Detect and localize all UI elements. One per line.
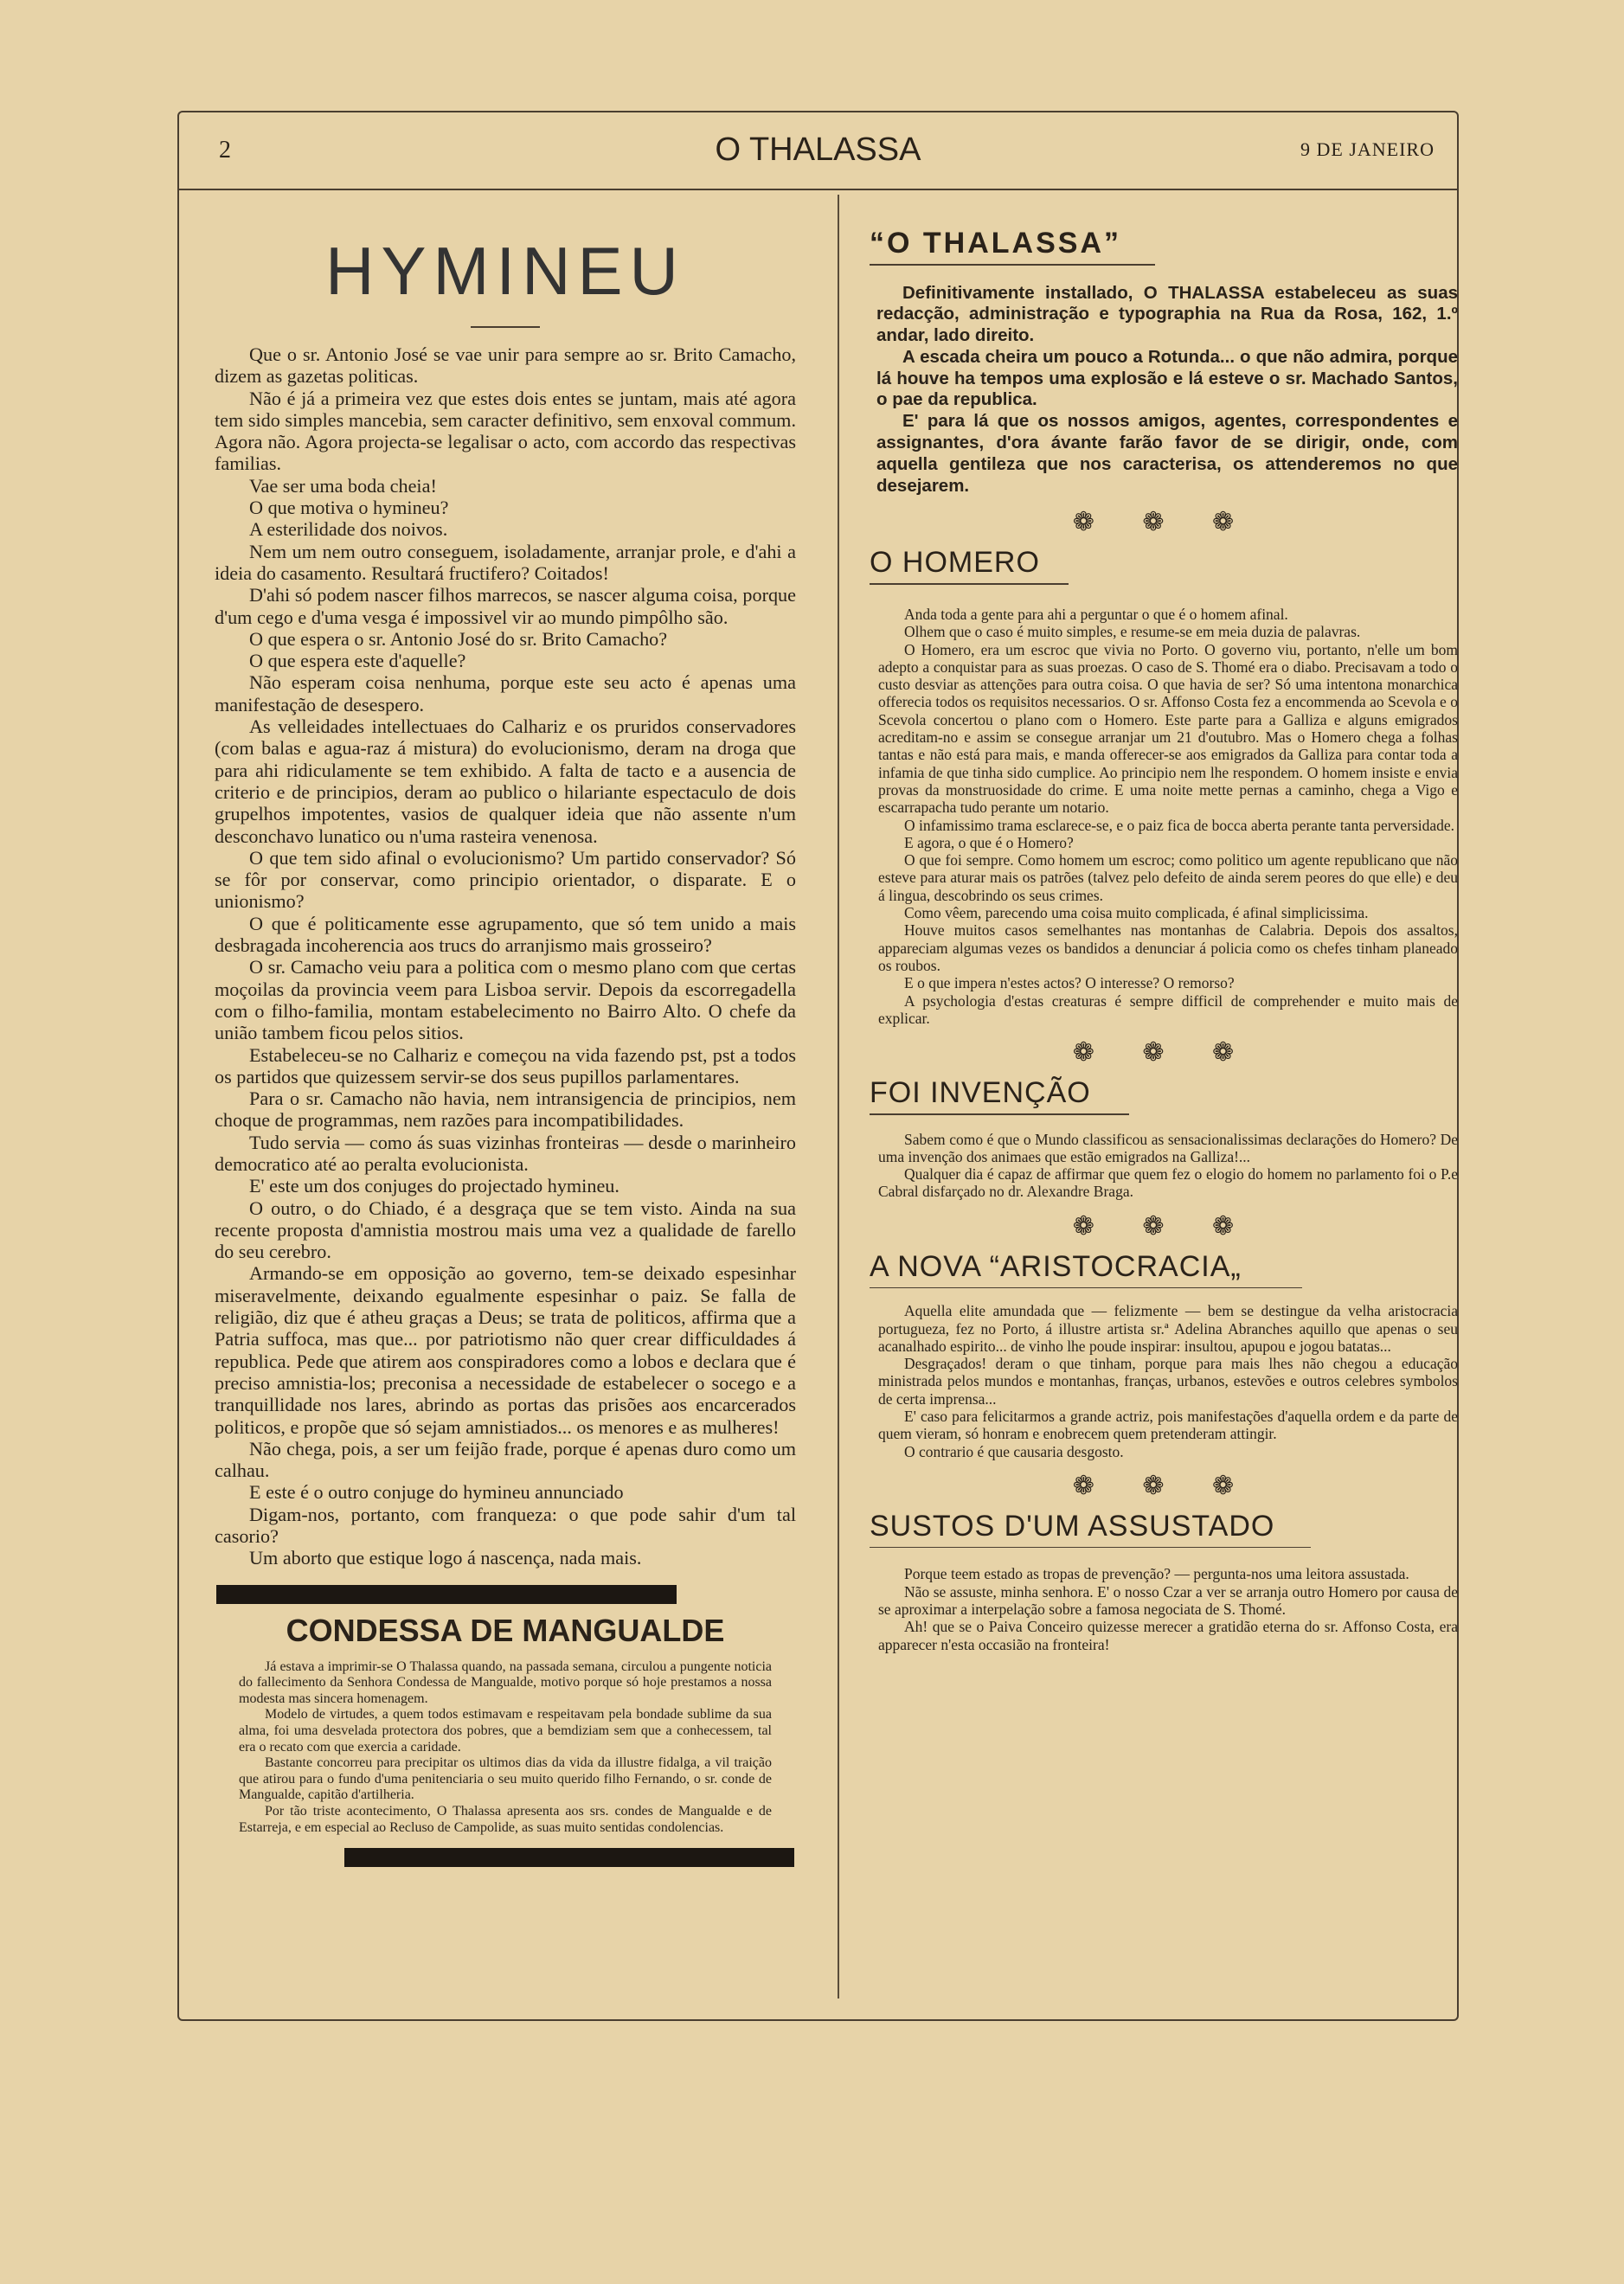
article-paragraph: E' este um dos conjuges do projectado hymineu. bbox=[249, 1175, 619, 1197]
sustos-article bbox=[870, 1565, 1458, 1652]
section-rule bbox=[870, 1287, 1302, 1289]
article-paragraph: E o que impera n'estes actos? O interesse? O remorso? bbox=[904, 974, 1235, 992]
page-number: 2 bbox=[219, 137, 231, 164]
article-paragraph: O Homero, era um escroc que vivia no Porto. O governo viu, portanto, n'elle um bom adepto a conquistar para as suas proezas. O caso de S. Thomé era o diabo. Precisavam a todo o custo desviar as attenções para outra coisa. O que havia de ser? Só uma intentona monarchica offerecia todos os requisitos necessarios. O sr. Affonso Costa fez a encommenda ao Scevola e o Scevola concertou o plano com o Homero. Este parte para a Galliza e alguns emigrados acreditam-no e assim se consegue arranjar um 21 d'outubro. Mas o Homero chega a folhas tantas e não está para mais, e manda offerecer-se aos emigrados da Galliza para contar toda a infamia de que tinha sido cumplice. Ao principio nem lhe respondem. O homem insiste e envia provas da monstruosidade do crime. E uma noite mette pernas a caminho, chega a Vigo e escarrapacha tudo perante um notario. bbox=[878, 640, 1458, 817]
invencao-article bbox=[870, 1131, 1458, 1201]
article-paragraph: Sabem como é que o Mundo classificou as sensacionalissimas declarações do Homero? De uma invenção dos animaes que estão emigrados na Galliza!... bbox=[878, 1130, 1458, 1165]
article-paragraph: Nem um nem outro conseguem, isoladamente, arranjar prole, e d'ahi a ideia do casamento. Resultará fructifero? Coitados! bbox=[215, 540, 796, 584]
article-paragraph: Bastante concorreu para precipitar os ultimos dias da vida da illustre fidalga, a vil traição que atirou para o fundo d'uma penitenciaria o seu muito querido filho Fernando, o sr. conde de Mangualde, capitão d'artilheria. bbox=[239, 1755, 772, 1803]
section-rule bbox=[870, 1547, 1311, 1549]
article-paragraph: Vae ser uma boda cheia! bbox=[249, 474, 437, 497]
article-paragraph: E agora, o que é o Homero? bbox=[904, 833, 1074, 851]
ornament-divider: ❁ ❁ ❁ bbox=[1072, 1471, 1255, 1500]
article-paragraph: Não é já a primeira vez que estes dois entes se juntam, mais até agora tem sido simples mancebia, sem caracter definitivo, sem enxoval commum. Agora não. Agora projecta-se legalisar o acto, com accordo das respectivas familias. bbox=[215, 387, 796, 475]
page-header bbox=[177, 130, 1459, 190]
article-paragraph: O que é politicamente esse agrupamento, que só tem unido a mais desbragada incoherencia aos trucs do arranjismo mais grosseiro? bbox=[215, 912, 796, 957]
article-paragraph: O sr. Camacho veiu para a politica com o mesmo plano com que certas moçoilas da provincia veem para Lisboa servir. Depois da escorregadella com o filho-familia, montam estabelecimento no Bairro Alto. O chefe da união tambem ficou pelos sitios. bbox=[215, 956, 796, 1044]
article-paragraph: O que foi sempre. Como homem um escroc; como politico um agente republicano que não esteve para aturar mais os patrões (talvez pelo defeito de ainda serem peores do que elle) e deu á lingua, descobrindo os seus crimes. bbox=[878, 851, 1458, 904]
article-paragraph: Já estava a imprimir-se O Thalassa quando, na passada semana, circulou a pungente noticia do fallecimento da Senhora Condessa de Mangualde, motivo porque só hoje prestamos a nossa modesta mas sincera homenagem. bbox=[239, 1658, 772, 1706]
article-paragraph: Qualquer dia é capaz de affirmar que quem fez o elogio do homem no parlamento foi o P.e Cabral disfarçado no dr. Alexandre Braga. bbox=[878, 1165, 1458, 1201]
section-rule bbox=[870, 264, 1155, 266]
article-paragraph: Olhem que o caso é muito simples, e resume-se em meia duzia de palavras. bbox=[904, 623, 1361, 641]
hymineu-article bbox=[215, 343, 796, 1569]
article-paragraph: Armando-se em opposição ao governo, tem-se deixado espesinhar miseravelmente, deixando egualmente espesinhar o paiz. Se falla de religião, diz que é atheu graças a Deus; se trata de politicos, affirma que a Patria suffoca, mas que... por patriotismo não quer crear difficuldades á republica. Pede que atirem aos conspiradores como a lobos e declara que é preciso amnistia-los; preconisa a necessidade de estabelecer o socego e a tranquillidade nos lares, abrindo as portas das prisões aos encarcerados politicos, e propõe que só sejam amnistiados... os menores e as mulheres! bbox=[215, 1262, 796, 1438]
article-paragraph: Um aborto que estique logo á nascença, nada mais. bbox=[249, 1547, 642, 1569]
condessa-article bbox=[215, 1659, 796, 1837]
issue-date: 9 DE JANEIRO bbox=[1300, 138, 1435, 160]
article-paragraph: Desgraçados! deram o que tinham, porque para mais lhes não chegou a educação ministrada pelos mundos e montanhas, franças, urbanos, estevões e outros celebres symbolos de certa imprensa... bbox=[878, 1355, 1458, 1408]
article-paragraph: Que o sr. Antonio José se vae unir para sempre ao sr. Brito Camacho, dizem as gazetas politicas. bbox=[215, 343, 796, 388]
article-paragraph: Definitivamente installado, O THALASSA estabeleceu as suas redacção, administração e typographia na Rua da Rosa, 162, 1.º andar, lado direito. bbox=[876, 282, 1458, 346]
article-paragraph: O infamissimo trama esclarece-se, e o paiz fica de bocca aberta perante tanta perversidade. bbox=[904, 816, 1454, 834]
article-paragraph: Anda toda a gente para ahi a perguntar o que é o homem afinal. bbox=[904, 605, 1288, 623]
ornament-divider: ❁ ❁ ❁ bbox=[1072, 1211, 1255, 1241]
article-paragraph: A escada cheira um pouco a Rotunda... o que não admira, porque lá houve ha tempos uma explosão e lá esteve o sr. Machado Santos, o pae da republica. bbox=[876, 346, 1458, 410]
thalassa-notice bbox=[870, 227, 1458, 497]
thalassa-text bbox=[870, 283, 1458, 497]
invencao-title: FOI INVENÇÃO bbox=[870, 1076, 1091, 1110]
thalassa-title: “O THALASSA” bbox=[870, 227, 1121, 260]
article-paragraph: Não chega, pois, a ser um feijão frade, porque é apenas duro como um calhau. bbox=[215, 1437, 796, 1482]
article-paragraph: E' caso para felicitarmos a grande actriz, pois manifestações d'aquella ordem e da parte de quem vieram, só honram e enobrecem quem pretenderam attingir. bbox=[878, 1408, 1458, 1443]
article-paragraph: Porque teem estado as tropas de prevenção? — pergunta-nos uma leitora assustada. bbox=[904, 1565, 1409, 1583]
column-divider bbox=[838, 195, 839, 1998]
left-column bbox=[215, 208, 796, 1867]
article-paragraph: Estabeleceu-se no Calhariz e começou na vida fazendo pst, pst a todos os partidos que quizessem servir-se dos seus pupillos parlamentares. bbox=[215, 1043, 796, 1087]
article-paragraph: Não se assuste, minha senhora. E' o nosso Czar a ver se arranja outro Homero por causa de se aproximar a interpelação sobre a famosa negociata de S. Thomé. bbox=[878, 1582, 1458, 1619]
article-paragraph: D'ahi só podem nascer filhos marrecos, se nascer alguma coisa, porque d'um cego e d'uma vesga é impossivel vir ao mundo pimpôlho são. bbox=[215, 584, 796, 628]
article-paragraph: E este é o outro conjuge do hymineu annunciado bbox=[249, 1481, 624, 1504]
article-paragraph: O contrario é que causaria desgosto. bbox=[904, 1442, 1124, 1460]
article-paragraph: Modelo de virtudes, a quem todos estimavam e respeitavam pela bondade sublime da sua alma, foi uma desvelada protectora dos pobres, que a bemdiziam sem que a conhecessem, tal era o recato com que exercia a caridade. bbox=[239, 1707, 772, 1755]
ornament-divider: ❁ ❁ ❁ bbox=[1072, 1038, 1255, 1068]
article-paragraph: A psychologia d'estas creaturas é sempre difficil de comprehender e muito mais de explicar. bbox=[878, 991, 1458, 1027]
article-paragraph: O que espera o sr. Antonio José do sr. Brito Camacho? bbox=[249, 627, 668, 650]
black-rule-top bbox=[216, 1585, 677, 1604]
aristocracia-article bbox=[870, 1302, 1458, 1460]
right-column bbox=[870, 208, 1458, 1653]
article-paragraph: Aquella elite amundada que — felizmente — bem se destingue da velha aristocracia portugueza, fez no Porto, á illustre artista sr.ª Adelina Abranches aquillo que apenas o seu acanalhado espirito... de vinho lhe poude inspirar: insultou, apupou e jogou batatas... bbox=[878, 1302, 1458, 1355]
black-rule-bottom bbox=[344, 1848, 794, 1867]
aristocracia-title: A NOVA “ARISTOCRACIA„ bbox=[870, 1249, 1242, 1283]
article-paragraph: A esterilidade dos noivos. bbox=[249, 518, 448, 541]
title-rule bbox=[471, 326, 540, 328]
article-paragraph: Não esperam coisa nenhuma, porque este seu acto é apenas uma manifestação de desespero. bbox=[215, 671, 796, 715]
article-paragraph: Por tão triste acontecimento, O Thalassa apresenta aos srs. condes de Mangualde e de Estarreja, e em especial ao Recluso de Campolide, as suas muito sentidas condolencias. bbox=[239, 1803, 772, 1835]
article-paragraph: E' para lá que os nossos amigos, agentes, correspondentes e assignantes, d'ora ávante farão favor de se dirigir, onde, com aquella gentileza que nos caracterisa, os attenderemos no que desejarem. bbox=[876, 411, 1458, 496]
article-paragraph: Como vêem, parecendo uma coisa muito complicada, é afinal simplicissima. bbox=[904, 904, 1369, 922]
article-paragraph: Para o sr. Camacho não havia, nem intransigencia de principios, nem choque de programmas, nem razões para incompatibilidades. bbox=[215, 1087, 796, 1132]
sustos-title: SUSTOS D'UM ASSUSTADO bbox=[870, 1509, 1275, 1543]
section-rule bbox=[870, 1113, 1129, 1115]
newspaper-title: O THALASSA bbox=[715, 132, 921, 168]
ornament-divider: ❁ ❁ ❁ bbox=[1072, 508, 1255, 537]
article-paragraph: Digam-nos, portanto, com franqueza: o que pode sahir d'um tal casorio? bbox=[215, 1503, 796, 1548]
article-paragraph: O outro, o do Chiado, é a desgraça que se tem visto. Ainda na sua recente proposta d'amnistia mostrou mais uma vez a qualidade de farello do seu cerebro. bbox=[215, 1197, 796, 1263]
section-rule bbox=[870, 583, 1069, 585]
hymineu-title: HYMINEU bbox=[325, 233, 685, 309]
article-paragraph: Ah! que se o Paiva Conceiro quizesse merecer a gratidão eterna do sr. Affonso Costa, era apparecer n'esta occasião na fronteira! bbox=[878, 1618, 1458, 1653]
article-paragraph: Houve muitos casos semelhantes nas montanhas de Calabria. Depois dos assaltos, appareciam algumas vezes os bandidos a denunciar á policia como os chefes tinham planeado os roubos. bbox=[878, 921, 1458, 974]
homero-title: O HOMERO bbox=[870, 546, 1040, 580]
article-paragraph: O que tem sido afinal o evolucionismo? Um partido conservador? Só se fôr por conservar, como principio orientador, o disparate. E o unionismo? bbox=[215, 846, 796, 913]
article-paragraph: Tudo servia — como ás suas vizinhas fronteiras — desde o marinheiro democratico até ao peralta evolucionista. bbox=[215, 1131, 796, 1175]
condessa-title: CONDESSA DE MANGUALDE bbox=[286, 1612, 725, 1648]
homero-article bbox=[870, 606, 1458, 1027]
article-paragraph: As velleidades intellectuaes do Calhariz e os pruridos conservadores (com balas e agua-raz á mistura) do evolucionismo, deram na droga que para ahi ridiculamente se tem exhibido. A falta de tacto e a ausencia de criterio e de principios, deram ao publico o hilariante espectaculo de dois grupelhos impotentes, vasios de qualquer ideia que não assente n'um desconchavo lunatico ou n'uma rasteira venenosa. bbox=[215, 715, 796, 847]
article-paragraph: O que espera este d'aquelle? bbox=[249, 650, 466, 672]
article-paragraph: O que motiva o hymineu? bbox=[249, 497, 449, 519]
